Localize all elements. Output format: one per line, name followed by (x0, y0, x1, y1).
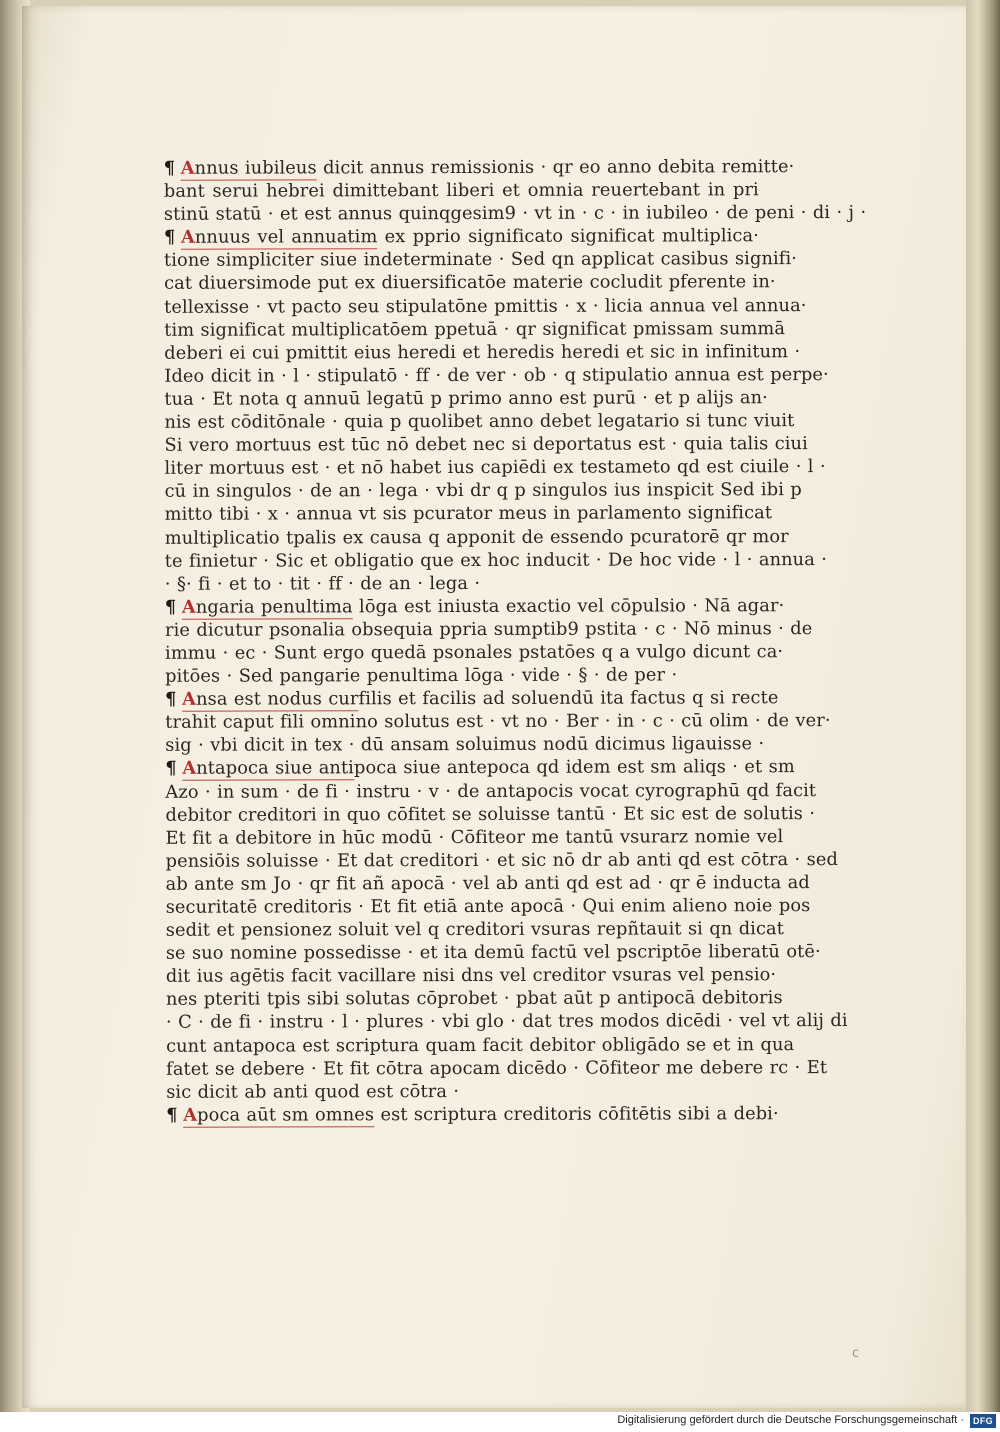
entry-lemma (182, 596, 353, 619)
text-line (165, 640, 784, 665)
text-line (164, 294, 807, 319)
text-line (165, 987, 783, 1012)
rubricated-initial: A (182, 758, 197, 780)
line-text: cū in singulos · de an · lega · vbi dr q p singulos ius inspicit Sed ibi p (164, 479, 802, 503)
text-line (163, 155, 795, 180)
text-line (165, 964, 777, 989)
text-line (164, 363, 829, 388)
entry-lemma (182, 758, 354, 781)
line-text: cat diuersimode put ex diuersificatōe materie cocludit pferente in· (164, 271, 776, 295)
entry-lemma (183, 1104, 374, 1127)
text-line (166, 1033, 795, 1058)
rubricated-initial: A (180, 157, 195, 179)
line-text: · C · de fi · instru · l · plures · vbi glo · dat tres modos dicēdi · vel vt alij di (165, 1010, 848, 1034)
line-text: tim significat multiplicatōem ppetuā · qr significat pmissam summā (164, 317, 786, 341)
line-text: · §· fi · et to · tit · ff · de an · lega · (164, 572, 481, 595)
line-text: liter mortuus est · et nō habet ius capiēdi ex testameto qd est ciuile · l · (164, 456, 826, 479)
rubricated-initial: A (182, 688, 197, 710)
text-line (166, 1079, 761, 1104)
book-block-edge (966, 0, 1000, 1412)
line-text: tua · Et nota q annuū legatū p primo anno est purū · et p alijs an· (164, 387, 768, 410)
text-line (164, 594, 785, 619)
line-text: lōga est iniusta exactio vel cōpulsio · Nā agar· (352, 594, 785, 618)
lemma-text: nnuus vel annuatim (194, 226, 378, 248)
line-text: sic dicit ab anti quod est cōtra · (166, 1080, 460, 1103)
text-line (165, 917, 785, 942)
line-text: securitatē creditoris · Et fit etiā ante apocā · Qui enim alieno noie pos (165, 895, 811, 918)
line-text: Azo · in sum · de fi · instru · v · de antapocis vocat cyrographū qd facit (165, 779, 817, 803)
text-line (165, 894, 811, 919)
line-text: stinū statū · et est annus quinqgesim9 · vt in · c · in iubileo · de peni · di · j · (163, 202, 867, 225)
line-text: deberi ei cui pmittit eius heredi et heredis heredi et sic in infinitum · (164, 340, 801, 364)
lemma-text: nsa est nodus cur (196, 688, 359, 710)
text-line (164, 617, 813, 642)
line-text: Si vero mortuus est tūc nō debet nec si deportatus est · quia talis ciui (164, 433, 808, 456)
incunable-text-block (163, 155, 867, 1126)
text-line (164, 479, 802, 504)
paragraph-mark-icon: ¶ (165, 688, 177, 710)
text-line (165, 709, 831, 734)
line-text: sig · vbi dicit in tex · dū ansam soluimus nodū dicimus ligauisse · (165, 733, 765, 757)
text-line (165, 686, 779, 711)
text-line (165, 871, 810, 896)
line-text: mitto tibi · x · annua vt sis pcurator meus in parlamento significat (164, 502, 773, 526)
line-text: Et fit a debitore in hūc modū · Cōfiteor me tantū vsurarz nomie vel (165, 825, 784, 849)
text-line (165, 733, 765, 758)
line-text: ab ante sm Jo · qr fit añ apocā · vel ab anti qd est ad · qr ē inducta ad (165, 871, 810, 895)
rubricated-initial: A (180, 226, 195, 249)
text-line (165, 802, 816, 827)
dfg-credit-text: Digitalisierung gefördert durch die Deutsche Forschungsgemeinschaft · (617, 1414, 964, 1426)
text-line (164, 548, 828, 573)
line-text: ex pprio significato significat multiplica· (377, 225, 759, 248)
page-mark: c (852, 1346, 860, 1361)
text-line (163, 248, 798, 273)
text-line (165, 663, 760, 688)
text-line (164, 432, 808, 457)
line-text: multiplicatio tpalis ex causa q apponit de essendo pcuratorē qr mor (164, 525, 789, 549)
line-text: trahit caput fili omnino solutus est · vt no · Ber · in · c · cū olim · de ver· (165, 710, 831, 734)
text-line (165, 940, 821, 965)
line-text: Ideo dicit in · l · stipulatō · ff · de ver · ob · q stipulatio annua est perpe· (164, 363, 829, 387)
text-line (166, 1102, 779, 1127)
text-line (165, 848, 838, 873)
line-text: nis est cōditōnale · quia p quolibet anno debet legatario si tunc viuit (164, 410, 795, 433)
text-line (164, 386, 768, 411)
lemma-text: poca aūt sm omnes (197, 1104, 375, 1126)
lemma-text: ntapoca siue anti (196, 757, 355, 780)
rubricated-initial: A (181, 596, 196, 618)
line-text: est scriptura creditoris cōfitētis sibi a debi· (374, 1103, 779, 1126)
line-text: sedit et pensionez soluit vel q creditori vsuras repñtauit si qn dicat (165, 918, 785, 941)
line-text: pensiōis soluisse · Et dat creditori · et sic nō dr ab anti qd est cōtra · sed (165, 848, 838, 872)
text-line (164, 178, 759, 203)
entry-lemma (182, 688, 358, 711)
line-text: rie dicutur psonalia obsequia ppria sumptib9 pstita · c · Nō minus · de (164, 617, 813, 641)
text-line (164, 225, 759, 250)
dfg-logo: DFG (970, 1414, 996, 1428)
paragraph-mark-icon: ¶ (164, 596, 177, 618)
line-text: immu · ec · Sunt ergo quedā psonales pstatōes q a vulgo dicunt ca· (165, 641, 784, 664)
text-line (164, 271, 776, 296)
line-text: bant serui hebrei dimittebant liberi et omnia reuertebant in pri (163, 179, 759, 202)
text-line (165, 1010, 848, 1035)
line-text: tellexisse · vt pacto seu stipulatōne pmittis · x · licia annua vel annua· (164, 294, 807, 318)
paragraph-mark-icon: ¶ (166, 1104, 178, 1126)
text-line (164, 502, 773, 527)
text-line (164, 525, 789, 550)
line-text: poca siue antepoca qd idem est sm aliqs · et sm (353, 756, 795, 779)
text-line (165, 825, 784, 850)
paragraph-mark-icon: ¶ (165, 758, 177, 780)
text-line (164, 409, 795, 434)
line-text: dit ius agētis facit vacillare nisi dns vel creditor vsuras vel pensio· (165, 964, 777, 988)
entry-lemma (181, 227, 378, 251)
line-text: nes pteriti tpis sibi solutas cōprobet · pbat aūt p antipocā debitoris (165, 987, 783, 1011)
line-text: te finietur · Sic et obligatio que ex hoc inducit · De hoc vide · l · annua · (164, 548, 828, 572)
line-text: filis et facilis ad soluendū ita factus q si recte (358, 687, 779, 710)
lemma-text: ngaria penultima (195, 596, 353, 618)
rubricated-initial: A (183, 1104, 198, 1126)
book-page (22, 6, 972, 1408)
line-text: cunt antapoca est scriptura quam facit debitor obligādo se et in qua (166, 1033, 795, 1057)
line-text: debitor creditori in quo cōfitet se soluisse tantū · Et sic est de solutis · (165, 802, 816, 826)
line-text: tione simpliciter siue indeterminate · Sed qn applicat casibus signifi· (163, 248, 798, 272)
text-line (164, 455, 826, 480)
line-text: dicit annus remissionis · qr eo anno debita remitte· (316, 156, 795, 179)
lemma-text: nnus iubileus (194, 157, 317, 179)
line-text: pitōes · Sed pangarie penultima lōga · vide · § · de per · (165, 664, 678, 687)
line-text: fatet se debere · Et fit cōtra apocam dicēdo · Cōfiteor me debere rc · Et (166, 1056, 828, 1080)
paragraph-mark-icon: ¶ (163, 227, 176, 249)
text-line (165, 571, 760, 596)
text-line (164, 317, 786, 342)
footer-bar (0, 1412, 1000, 1432)
text-line (166, 1056, 828, 1081)
line-text: se suo nomine possedisse · et ita demū factū vel pscriptōe liberatū otē· (165, 941, 821, 964)
text-line (164, 340, 801, 365)
paragraph-mark-icon: ¶ (163, 157, 176, 179)
text-line (165, 756, 795, 781)
entry-lemma (181, 157, 317, 180)
text-line (163, 201, 867, 226)
text-line (165, 779, 817, 804)
